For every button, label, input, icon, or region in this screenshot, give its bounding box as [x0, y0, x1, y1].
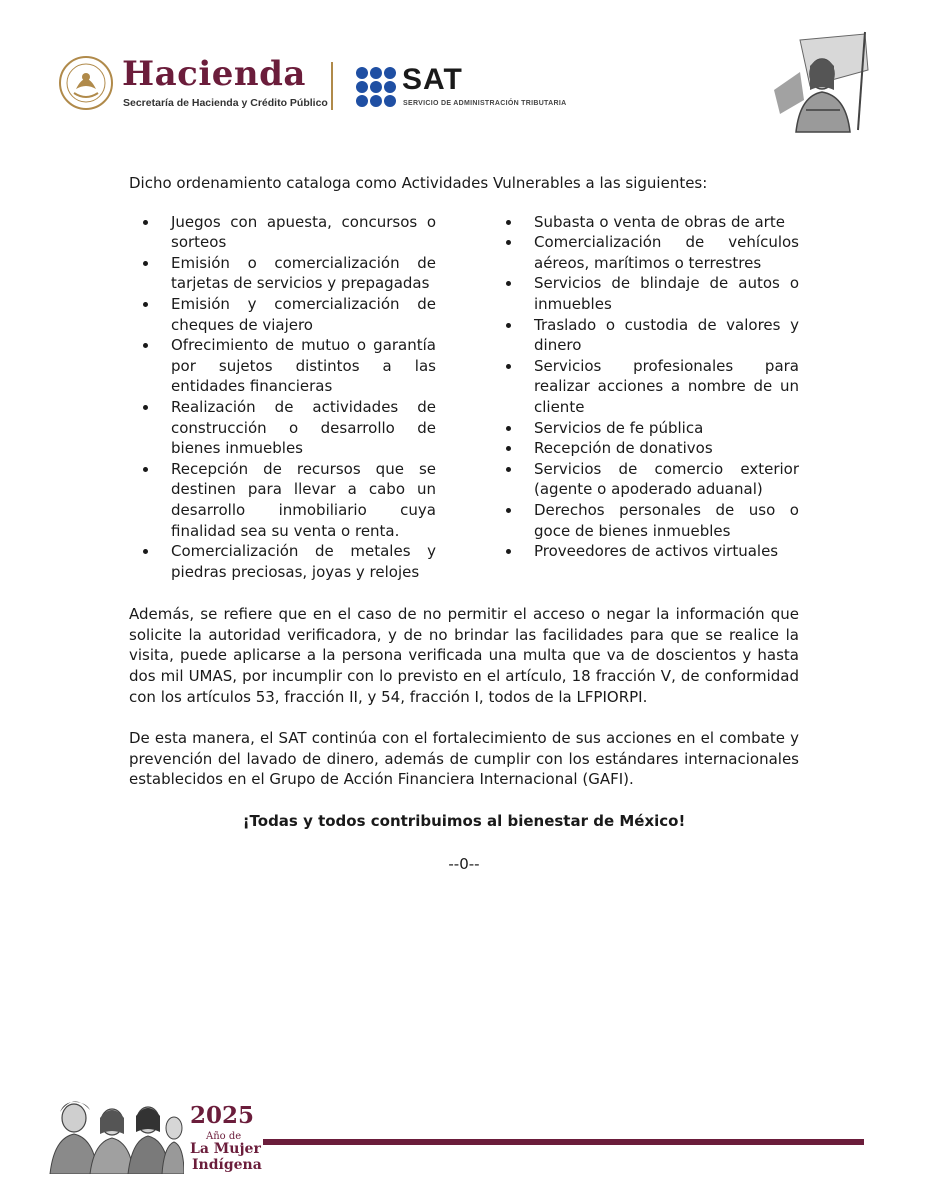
footer-year-line3: Indígena: [192, 1157, 262, 1173]
letterhead: [0, 0, 927, 150]
list-item: Realización de actividades de construcción o desarrollo de bienes inmuebles: [129, 397, 436, 459]
hacienda-wordmark: Hacienda: [122, 54, 306, 94]
list-item: Derechos personales de uso o goce de bienes inmuebles: [492, 500, 799, 541]
activities-right-column: [492, 212, 799, 583]
sat-wordmark: SAT: [402, 63, 463, 96]
activities-left-column: [129, 212, 436, 583]
logo-divider: [331, 62, 333, 110]
activities-columns: [129, 212, 799, 583]
activities-right-list: [492, 212, 799, 562]
document-body: [129, 173, 799, 874]
woman-with-flag-illustration-icon: [770, 30, 870, 134]
hacienda-subtitle: Secretaría de Hacienda y Crédito Público: [123, 97, 328, 109]
footer-rule: [263, 1139, 864, 1145]
paragraph-sanctions: Además, se refiere que en el caso de no permitir el acceso o negar la información que solicite la autoridad verificadora, y de no brindar las facilidades para que se realice la visita, puede aplicarse a la persona verificada una multa que va de doscientos y hasta dos mil UMAS, por incumplir con lo previsto en el artículo, 18 fracción V, de conformidad con los artículos 53, fracción II, y 54, fracción I, todos de la LFPIORPI.: [129, 605, 799, 706]
footer-year-line1: Año de: [206, 1131, 242, 1142]
list-item: Servicios de fe pública: [492, 418, 799, 439]
paragraph-conclusion: De esta manera, el SAT continúa con el fortalecimiento de sus acciones en el combate y prevención del lavado de dinero, además de cumplir con los estándares internacionales establecidos en el Grupo de Acción Financiera Internacional (GAFI).: [129, 729, 799, 789]
list-item: Subasta o venta de obras de arte: [492, 212, 799, 233]
list-item: Comercialización de vehículos aéreos, marítimos o terrestres: [492, 232, 799, 273]
national-seal-icon: [58, 55, 114, 111]
closing-mark: --0--: [448, 854, 480, 873]
slogan: ¡Todas y todos contribuimos al bienestar de México!: [242, 812, 686, 831]
list-item: Recepción de donativos: [492, 438, 799, 459]
indigenous-women-illustration-icon: [46, 1088, 184, 1174]
footer-year-line2: La Mujer: [190, 1141, 261, 1157]
list-item: Emisión y comercialización de cheques de viajero: [129, 294, 436, 335]
intro-sentence: Dicho ordenamiento cataloga como Actividades Vulnerables a las siguientes:: [129, 174, 708, 192]
footer-year: 2025: [190, 1102, 255, 1129]
sat-subtitle: SERVICIO DE ADMINISTRACIÓN TRIBUTARIA: [403, 100, 567, 107]
list-item: Recepción de recursos que se destinen para llevar a cabo un desarrollo inmobiliario cuya finalidad sea su venta o renta.: [129, 459, 436, 541]
list-item: Servicios de blindaje de autos o inmuebles: [492, 273, 799, 314]
list-item: Proveedores de activos virtuales: [492, 541, 799, 562]
sat-logo-icon: [355, 66, 397, 108]
activities-left-list: [129, 212, 436, 583]
list-item: Comercialización de metales y piedras preciosas, joyas y relojes: [129, 541, 436, 582]
list-item: Traslado o custodia de valores y dinero: [492, 315, 799, 356]
list-item: Juegos con apuesta, concursos o sorteos: [129, 212, 436, 253]
list-item: Servicios de comercio exterior (agente o apoderado aduanal): [492, 459, 799, 500]
list-item: Emisión o comercialización de tarjetas de servicios y prepagadas: [129, 253, 436, 294]
list-item: Servicios profesionales para realizar acciones a nombre de un cliente: [492, 356, 799, 418]
list-item: Ofrecimiento de mutuo o garantía por sujetos distintos a las entidades financieras: [129, 335, 436, 397]
